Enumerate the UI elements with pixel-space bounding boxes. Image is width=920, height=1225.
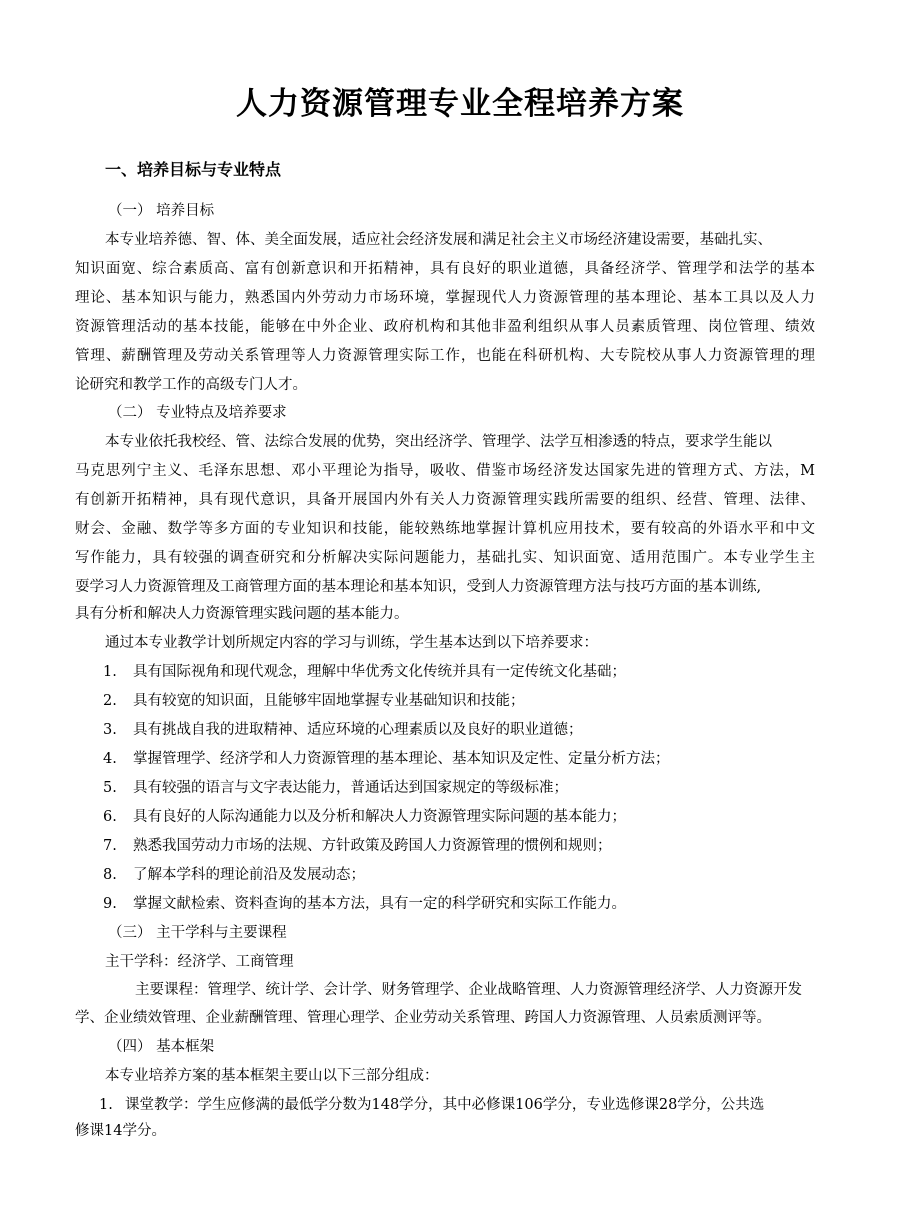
requirement-item: 2. 具有较宽的知识面，且能够牢固地掌握专业基础知识和技能； xyxy=(103,693,525,709)
framework-intro: 本专业培养方案的基本框架主要山以下三部分组成： xyxy=(105,1068,439,1084)
goal-line: 本专业培养德、智、体、美全面发展，适应社会经济发展和满足社会主义市场经济建设需要，基础扎实、 xyxy=(105,232,772,248)
goal-line: 理论、基本知识与能力，熟悉国内外劳动力市场环境，掌握现代人力资源管理的基本理论、基本工具以及人力 xyxy=(75,290,815,306)
goal-line: 知识面宽、综合素质高、富有创新意识和开拓精神，具有良好的职业道德，具备经济学、管理学和法学的基本 xyxy=(75,261,815,277)
subheading-disciplines: （三） 主干学科与主要课程 xyxy=(108,925,287,941)
feature-line: 有创新开拓精神，具有现代意识，具备开展国内外有关人力资源管理实践所需要的组织、经营、管理、法律、 xyxy=(75,492,815,508)
framework-item: 1. 课堂教学：学生应修满的最低学分数为148学分，其中必修课106学分，专业选修课28学分，公共选 xyxy=(99,1097,765,1113)
subheading-features: （二） 专业特点及培养要求 xyxy=(108,405,287,421)
page-title: 人力资源管理专业全程培养方案 xyxy=(236,86,684,122)
subheading-training-goal: （一） 培养目标 xyxy=(108,203,215,219)
goal-line: 资源管理活动的基本技能，能够在中外企业、政府机构和其他非盈利组织从事人员素质管理、岗位管理、绩效 xyxy=(75,319,815,335)
feature-line: 财会、金融、数学等多方面的专业知识和技能，能较熟练地掌握计算机应用技术，要有较高的外语水平和中文 xyxy=(75,521,815,537)
feature-line: 本专业依托我校经、管、法综合发展的优势，突出经济学、管理学、法学互相渗透的特点，要求学生能以 xyxy=(105,434,772,450)
requirement-item: 3. 具有挑战自我的进取精神、适应环境的心理素质以及良好的职业道德； xyxy=(103,722,583,738)
courses-line: 学、企业绩效管理、企业薪酬管理、管理心理学、企业劳动关系管理、跨国人力资源管理、人员索质测评等。 xyxy=(75,1010,771,1026)
requirement-item: 5. 具有较强的语言与文字表达能力，普通话达到国家规定的等级标准； xyxy=(103,780,568,796)
requirement-item: 6. 具有良好的人际沟通能力以及分析和解决人力资源管理实际问题的基本能力； xyxy=(103,809,626,825)
section-heading-goals: 一、培养目标与专业特点 xyxy=(105,160,282,179)
framework-item-continued: 修课14学分。 xyxy=(75,1123,166,1139)
feature-line: 具有分析和解决人力资源管理实践问题的基本能力。 xyxy=(75,606,409,622)
requirement-item: 8. 了解本学科的理论前沿及发展动态； xyxy=(103,867,365,883)
courses-line: 主要课程：管理学、统计学、会计学、财务管理学、企业战略管理、人力资源管理经济学、人力资源开发 xyxy=(135,982,802,998)
requirement-item: 1. 具有国际视角和现代观念，理解中华优秀文化传统并具有一定传统文化基础； xyxy=(103,664,626,680)
feature-line: 写作能力，具有较强的调查研究和分析解决实际问题能力，基础扎实、知识面宽、适用范围广。本专业学生主 xyxy=(75,550,815,566)
requirement-item: 7. 熟悉我国劳动力市场的法规、方针政策及跨国人力资源管理的惯例和规则； xyxy=(103,838,612,854)
requirement-item: 9. 掌握文献检索、资料查询的基本方法，具有一定的科学研究和实际工作能力。 xyxy=(103,896,626,912)
goal-line: 管理、薪酬管理及劳动关系管理等人力资源管理实际工作，也能在科研机构、大专院校从事人力资源管理的理 xyxy=(75,348,815,364)
feature-line: 耍学习人力资源管理及工商管理方面的基本理论和基本知识，受到人力资源管理方法与技巧方面的基本训练, xyxy=(75,579,762,595)
requirement-item: 4. 掌握管理学、经济学和人力资源管理的基本理论、基本知识及定性、定量分析方法； xyxy=(103,751,670,767)
goal-line: 论研究和教学工作的高级专门人才。 xyxy=(75,377,307,393)
requirements-intro: 通过本专业教学计划所规定内容的学习与训练，学生基本达到以下培养要求： xyxy=(105,635,598,651)
subheading-framework: （四） 基本框架 xyxy=(108,1039,215,1055)
feature-line: 马克思列宁主义、毛泽东思想、邓小平理论为指导，吸收、借鉴市场经济发达国家先进的管理方式、方法，M xyxy=(75,463,815,479)
main-disciplines: 主干学科：经济学、工商管理 xyxy=(105,954,294,970)
